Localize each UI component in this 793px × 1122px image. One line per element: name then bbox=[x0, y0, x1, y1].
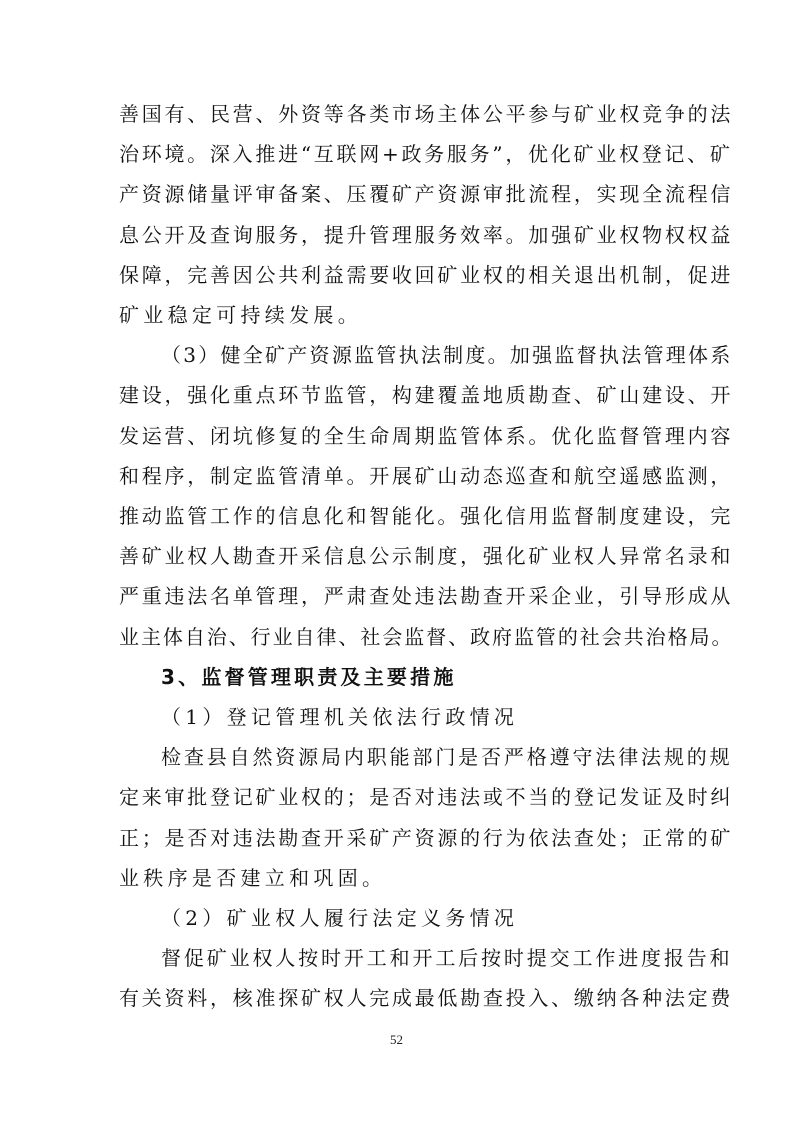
body-text-line: 矿业稳定可持续发展。 bbox=[119, 303, 362, 327]
body-text-line: 定来审批登记矿业权的；是否对违法或不当的登记发证及时纠 bbox=[119, 785, 734, 810]
subsection-heading: （3）健全矿产资源监管执法制度。加强监督执法管理体系 bbox=[161, 343, 733, 368]
body-text-line: 正；是否对违法勘查开采矿产资源的行为依法查处；正常的矿 bbox=[119, 825, 734, 850]
body-text-line: 督促矿业权人按时开工和开工后按时提交工作进度报告和 bbox=[161, 946, 733, 971]
subsection-heading: （1）登记管理机关依法行政情况 bbox=[161, 705, 519, 729]
body-text-line: 善矿业权人勘查开采信息公示制度，强化矿业权人异常名录和 bbox=[119, 544, 734, 569]
body-text-line: 建设，强化重点环节监管，构建覆盖地质勘查、矿山建设、开 bbox=[119, 383, 734, 408]
body-text-line: 业秩序是否建立和巩固。 bbox=[119, 865, 387, 890]
body-text-line: 业主体自治、行业自律、社会监督、政府监管的社会共治格局。 bbox=[119, 624, 734, 649]
body-text-line: 检查县自然资源局内职能部门是否严格遵守法律法规的规 bbox=[161, 745, 733, 770]
body-text-line: 有关资料，核准探矿权人完成最低勘查投入、缴纳各种法定费 bbox=[119, 986, 734, 1011]
body-text-line: 产资源储量评审备案、压覆矿产资源审批流程，实现全流程信 bbox=[119, 182, 734, 207]
body-text-line: 推动监管工作的信息化和智能化。强化信用监督制度建设，完 bbox=[119, 504, 734, 528]
body-text-line: 治环境。深入推进“互联网+政务服务”，优化矿业权登记、矿 bbox=[119, 142, 733, 167]
body-text-line: 善国有、民营、外资等各类市场主体公平参与矿业权竞争的法 bbox=[119, 102, 734, 126]
page-number: 52 bbox=[390, 1032, 403, 1047]
subsection-heading: （2）矿业权人履行法定义务情况 bbox=[161, 906, 519, 930]
body-text-line: 严重违法名单管理，严肃查处违法勘查开采企业，引导形成从 bbox=[119, 584, 734, 609]
body-text-line: 和程序，制定监管清单。开展矿山动态巡查和航空遥感监测， bbox=[119, 463, 734, 488]
body-text-line: 保障，完善因公共利益需要收回矿业权的相关退出机制，促进 bbox=[119, 262, 734, 287]
body-text-line: 息公开及查询服务，提升管理服务效率。加强矿业权物权权益 bbox=[119, 222, 734, 247]
section-heading: 3、监督管理职责及主要措施 bbox=[161, 664, 457, 689]
body-text-line: 发运营、闭坑修复的全生命周期监管体系。优化监督管理内容 bbox=[119, 423, 734, 448]
